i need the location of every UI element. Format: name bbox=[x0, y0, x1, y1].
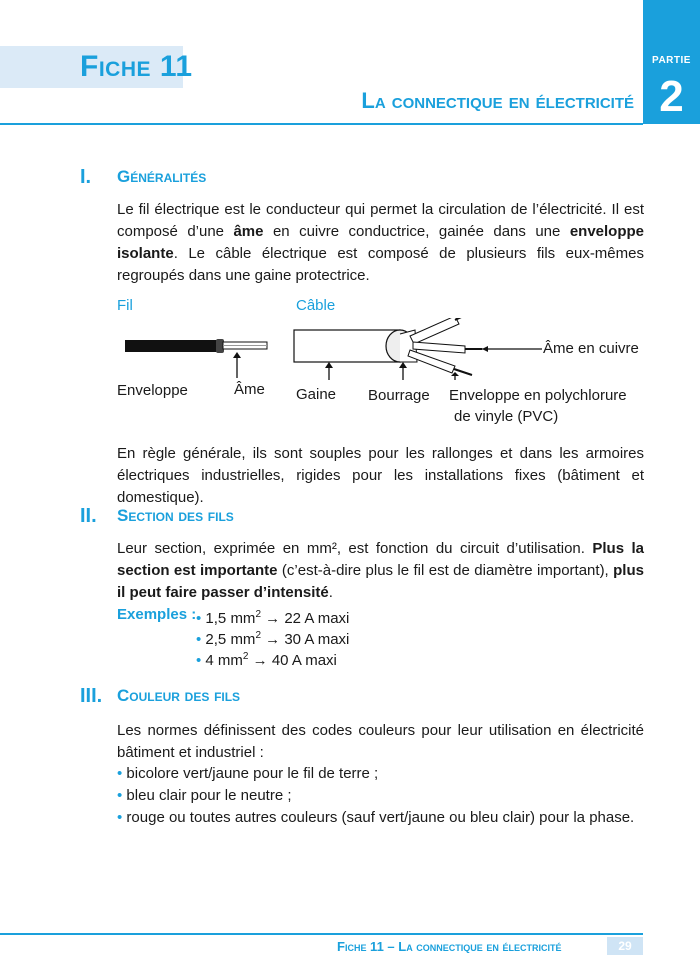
example-size: 4 mm bbox=[205, 652, 243, 669]
section-1-paragraph-2: En règle générale, ils sont souples pour les rallonges et dans les armoires électriques industrielles, rigides pour les installations fixes (bâtiment et domestique). bbox=[117, 445, 644, 506]
example-amps: 40 A maxi bbox=[271, 652, 337, 669]
wire-cable-diagram bbox=[110, 318, 550, 380]
colour-rule-item bbox=[117, 785, 292, 806]
colour-rule-text: bicolore vert/jaune pour le fil de terre ; bbox=[126, 765, 379, 782]
cable-label: Câble bbox=[296, 297, 336, 314]
label-bourrage: Bourrage bbox=[368, 387, 430, 404]
section-3-paragraph: Les normes définissent des codes couleurs pour leur utilisation en électricité bâtiment et industriel : bbox=[117, 722, 644, 761]
partie-number: 2 bbox=[659, 72, 684, 121]
superscript: 2 bbox=[242, 651, 249, 662]
text-run: . bbox=[328, 584, 333, 601]
arrow-icon: → bbox=[248, 652, 272, 669]
wire-illustration bbox=[125, 339, 267, 378]
text-run: Le fil électrique est le conducteur qui permet la circulation de l’électricité. Il est composé d’une bbox=[117, 201, 644, 240]
footer-divider bbox=[0, 933, 643, 935]
arrow-icon: → bbox=[261, 631, 285, 648]
label-enveloppe: Enveloppe bbox=[117, 382, 188, 399]
colour-rule-text: rouge ou toutes autres couleurs (sauf vert/jaune ou bleu clair) pour la phase. bbox=[126, 809, 635, 826]
colour-rule-text: bleu clair pour le neutre ; bbox=[126, 787, 292, 804]
examples-label: Exemples : bbox=[117, 606, 197, 623]
bullet-icon: • bbox=[117, 787, 127, 804]
bold-run: Plus la section est importante bbox=[117, 540, 644, 579]
fiche-label: Fiche 11 bbox=[80, 50, 193, 83]
page-number: 29 bbox=[607, 937, 643, 955]
text-run: Leur section, exprimée en mm², est fonction du circuit d’utilisation. bbox=[117, 540, 593, 557]
cable-illustration bbox=[294, 318, 542, 380]
label-gaine: Gaine bbox=[296, 386, 337, 403]
bold-run: plus il peut faire passer d’intensité bbox=[117, 562, 644, 601]
bullet-icon: • bbox=[196, 631, 206, 648]
arrow-icon: → bbox=[261, 610, 285, 627]
text-run: en cuivre conductrice, gainée dans une bbox=[263, 223, 570, 240]
page-title: La connectique en électricité bbox=[361, 88, 634, 113]
text-run: . Le câble électrique est composé de plusieurs fils eux-mêmes regroupés dans une gaine protectrice. bbox=[117, 245, 644, 284]
label-ame: Âme bbox=[234, 381, 265, 398]
example-size: 1,5 mm bbox=[205, 610, 256, 627]
text-run: (c’est-à-dire plus le fil est de diamètre important), bbox=[277, 562, 614, 579]
superscript: 2 bbox=[255, 609, 261, 620]
colour-rule-item bbox=[117, 807, 634, 828]
label-enveloppe-pvc-2: de vinyle (PVC) bbox=[454, 408, 559, 425]
section-1-number: I. bbox=[80, 166, 92, 188]
section-1-paragraph bbox=[117, 199, 644, 287]
section-3-number: III. bbox=[80, 685, 103, 707]
bullet-icon: • bbox=[196, 610, 206, 627]
superscript: 2 bbox=[255, 630, 261, 641]
section-2-number: II. bbox=[80, 505, 97, 527]
section-1-title: Généralités bbox=[117, 167, 207, 186]
bullet-icon: • bbox=[117, 809, 127, 826]
section-2-title: Section des fils bbox=[117, 506, 234, 525]
label-enveloppe-pvc-1: Enveloppe en polychlorure bbox=[449, 387, 627, 404]
example-item bbox=[196, 646, 337, 671]
bold-run: enveloppe isolante bbox=[117, 223, 644, 262]
example-amps: 22 A maxi bbox=[284, 610, 350, 627]
section-3-title: Couleur des fils bbox=[117, 686, 241, 705]
fil-label: Fil bbox=[117, 297, 133, 314]
partie-label: PARTIE bbox=[652, 55, 691, 66]
bullet-icon: • bbox=[117, 765, 127, 782]
colour-rule-item bbox=[117, 763, 378, 784]
footer-title: Fiche 11 – La connectique en électricité bbox=[337, 939, 562, 954]
section-2-paragraph bbox=[117, 538, 644, 604]
label-ame-cuivre: Âme en cuivre bbox=[543, 340, 639, 357]
bold-run: âme bbox=[233, 223, 264, 240]
header-divider bbox=[0, 123, 643, 125]
example-size: 2,5 mm bbox=[205, 631, 256, 648]
bullet-icon: • bbox=[196, 652, 206, 669]
example-amps: 30 A maxi bbox=[284, 631, 350, 648]
